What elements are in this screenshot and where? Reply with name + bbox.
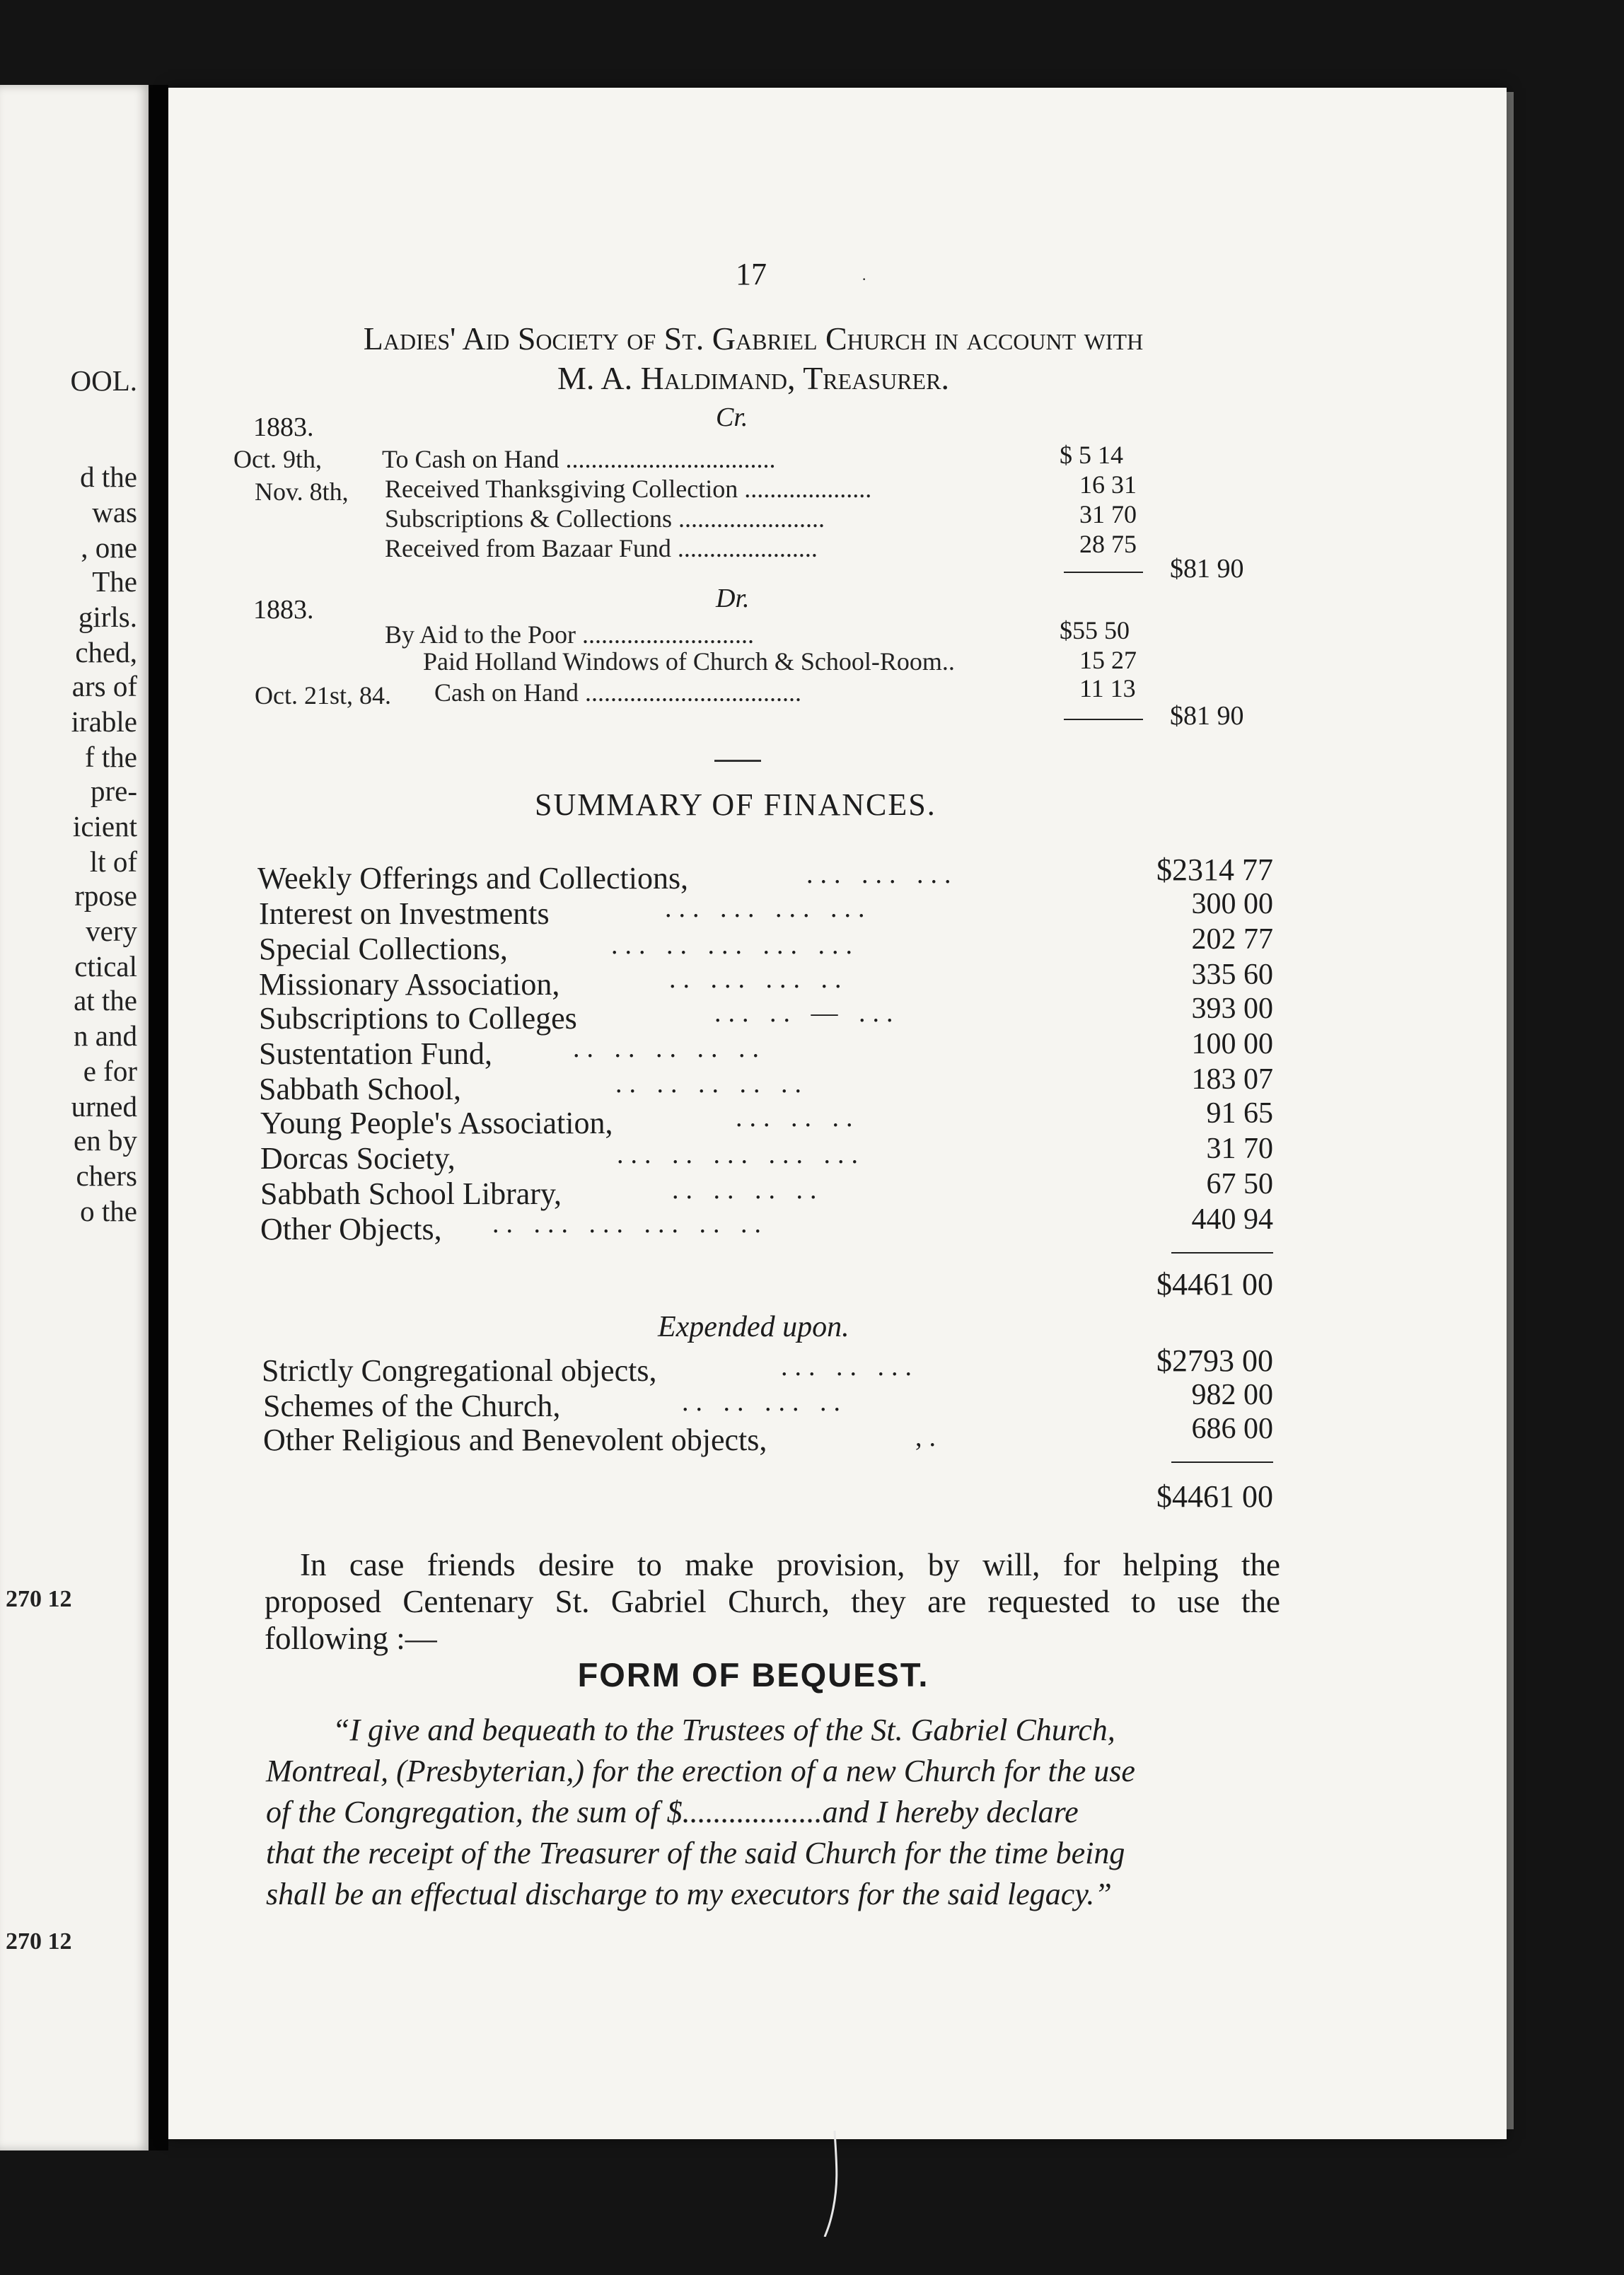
summary-item-amount: 300 00 bbox=[1191, 888, 1273, 920]
left-text-fragment: ars of bbox=[71, 670, 137, 702]
summary-item-amount: 202 77 bbox=[1191, 923, 1273, 956]
cr-total: $81 90 bbox=[1170, 554, 1244, 584]
summary-item-dots: ... .. .. bbox=[736, 1103, 860, 1133]
left-text-fragment: e for bbox=[83, 1055, 137, 1087]
summary-item-dots: ... ... ... bbox=[806, 859, 958, 889]
left-text-fragment: lt of bbox=[89, 845, 137, 878]
summary-item-dots: ... .. — ... bbox=[714, 998, 900, 1028]
bequest-intro-line: proposed Centenary St. Gabriel Church, they are requested to use the bbox=[265, 1584, 1280, 1619]
left-text-fragment: chers bbox=[76, 1159, 137, 1192]
summary-item-amount: 31 70 bbox=[1206, 1133, 1273, 1165]
expended-item-dots: .. .. ... .. bbox=[682, 1387, 847, 1417]
expended-item-label: Strictly Congregational objects, bbox=[262, 1353, 657, 1388]
credit-desc: Received from Bazaar Fund ...................... bbox=[385, 534, 818, 562]
left-text-fragment: urned bbox=[71, 1090, 137, 1123]
left-text-fragment: ctical bbox=[74, 950, 137, 983]
cr-year: 1883. bbox=[253, 412, 314, 442]
left-text-fragment: ched, bbox=[75, 636, 137, 668]
debit-amount: 15 27 bbox=[1079, 646, 1137, 674]
summary-item-dots: ... .. ... ... ... bbox=[617, 1140, 865, 1169]
bequest-intro-line: following :— bbox=[265, 1621, 437, 1656]
dr-total: $81 90 bbox=[1170, 701, 1244, 731]
summary-item-amount: 393 00 bbox=[1191, 992, 1273, 1025]
left-text-fragment: irable bbox=[71, 705, 137, 738]
summary-item-dots: ... ... ... ... bbox=[665, 893, 872, 923]
left-text-fragment: o the bbox=[80, 1195, 137, 1227]
summary-item-label: Weekly Offerings and Collections, bbox=[257, 861, 689, 896]
summary-item-label: Subscriptions to Colleges bbox=[259, 1001, 577, 1036]
account-treasurer: M. A. Haldimand, Treasurer. bbox=[557, 360, 949, 396]
left-text-fragment: pre- bbox=[90, 775, 137, 807]
expended-item-dots: ... .. ... bbox=[781, 1352, 919, 1382]
expended-item-dots: ,. bbox=[915, 1423, 943, 1452]
bequest-title: FORM OF BEQUEST. bbox=[577, 1656, 929, 1694]
credit-amount: 31 70 bbox=[1079, 500, 1137, 528]
bequest-line: shall be an effectual discharge to my executors for the said legacy.” bbox=[266, 1877, 1112, 1911]
summary-item-amount: 67 50 bbox=[1206, 1168, 1273, 1200]
cr-subtotal-rule bbox=[1064, 572, 1143, 573]
dr-year: 1883. bbox=[253, 595, 314, 625]
left-text-fragment: f the bbox=[85, 741, 137, 773]
credit-amount: 28 75 bbox=[1079, 530, 1137, 558]
cr-label: Cr. bbox=[716, 403, 748, 432]
dr-label: Dr. bbox=[716, 584, 750, 613]
credit-desc: To Cash on Hand ................................. bbox=[382, 445, 776, 473]
left-text-fragment: , one bbox=[81, 531, 137, 564]
expended-item-label: Schemes of the Church, bbox=[263, 1389, 561, 1423]
summary-item-amount: 100 00 bbox=[1191, 1028, 1273, 1060]
account-title: Ladies' Aid Society of St. Gabriel Church in account with bbox=[363, 320, 1144, 357]
page-number: 17 bbox=[736, 257, 767, 291]
summary-item-amount: $2314 77 bbox=[1156, 852, 1273, 887]
debit-amount: $55 50 bbox=[1060, 616, 1130, 644]
expended-item-amount: $2793 00 bbox=[1156, 1343, 1273, 1378]
debit-desc: By Aid to the Poor ........................... bbox=[385, 620, 755, 649]
left-page-number: 270 12 bbox=[6, 1586, 72, 1612]
credit-date: Nov. 8th, bbox=[255, 477, 349, 506]
summary-item-dots: .. .. .. .. bbox=[672, 1175, 824, 1205]
left-text-fragment: n and bbox=[74, 1019, 137, 1052]
summary-total-rule bbox=[1171, 1252, 1273, 1254]
left-text-fragment: en by bbox=[74, 1124, 137, 1157]
credit-amount: 16 31 bbox=[1079, 470, 1137, 499]
summary-item-dots: ... .. ... ... ... bbox=[611, 930, 859, 960]
summary-item-amount: 183 07 bbox=[1191, 1063, 1273, 1096]
credit-amount: $ 5 14 bbox=[1060, 441, 1123, 469]
print-mark: · bbox=[862, 270, 867, 288]
left-text-fragment: The bbox=[92, 565, 137, 598]
bequest-line: “I give and bequeath to the Trustees of the St. Gabriel Church, bbox=[332, 1713, 1115, 1747]
credit-date: Oct. 9th, bbox=[233, 445, 322, 473]
expended-total-rule bbox=[1171, 1461, 1273, 1463]
summary-item-amount: 335 60 bbox=[1191, 959, 1273, 991]
summary-item-label: Dorcas Society, bbox=[260, 1141, 456, 1176]
left-text-fragment: icient bbox=[72, 810, 137, 843]
summary-item-label: Interest on Investments bbox=[259, 896, 550, 931]
bequest-line: that the receipt of the Treasurer of the said Church for the time being bbox=[266, 1836, 1125, 1870]
section-divider bbox=[714, 760, 761, 762]
summary-item-label: Special Collections, bbox=[259, 932, 508, 966]
dr-subtotal-rule bbox=[1064, 719, 1143, 720]
summary-item-dots: .. ... ... ... .. .. bbox=[492, 1209, 768, 1239]
summary-item-dots: .. .. .. .. .. bbox=[573, 1034, 766, 1063]
summary-item-dots: .. ... ... .. bbox=[669, 964, 849, 994]
credit-desc: Subscriptions & Collections ....................... bbox=[385, 504, 825, 533]
summary-item-label: Other Objects, bbox=[260, 1212, 442, 1246]
summary-item-label: Missionary Association, bbox=[259, 967, 560, 1002]
left-page-number: 270 12 bbox=[6, 1928, 72, 1955]
left-text-fragment: very bbox=[86, 915, 137, 947]
summary-item-label: Sabbath School, bbox=[259, 1072, 461, 1106]
expended-item-label: Other Religious and Benevolent objects, bbox=[263, 1423, 767, 1457]
left-text-fragment: OOL. bbox=[70, 364, 137, 397]
debit-amount: 11 13 bbox=[1079, 674, 1136, 702]
debit-date: Oct. 21st, 84. bbox=[255, 681, 391, 710]
debit-desc: Cash on Hand .................................. bbox=[434, 678, 801, 707]
bequest-line: of the Congregation, the sum of $..................and I hereby declare bbox=[266, 1795, 1079, 1829]
expended-total: $4461 00 bbox=[1156, 1479, 1273, 1514]
summary-item-dots: .. .. .. .. .. bbox=[615, 1069, 808, 1099]
bequest-intro-line: In case friends desire to make provision, by will, for helping the bbox=[300, 1547, 1280, 1582]
summary-item-amount: 91 65 bbox=[1206, 1097, 1273, 1130]
summary-total: $4461 00 bbox=[1156, 1267, 1273, 1302]
bequest-line: Montreal, (Presbyterian,) for the erection of a new Church for the use bbox=[266, 1754, 1135, 1788]
thread-mark bbox=[820, 2131, 849, 2237]
credit-desc: Received Thanksgiving Collection .................... bbox=[385, 475, 872, 503]
left-text-fragment: girls. bbox=[78, 601, 137, 633]
debit-desc: Paid Holland Windows of Church & School-Room.. bbox=[423, 647, 955, 676]
summary-title: SUMMARY OF FINANCES. bbox=[535, 787, 936, 822]
left-text-fragment: at the bbox=[74, 984, 137, 1017]
expended-label: Expended upon. bbox=[658, 1311, 849, 1343]
summary-item-label: Young People's Association, bbox=[260, 1106, 613, 1140]
summary-item-label: Sustentation Fund, bbox=[259, 1036, 493, 1071]
summary-item-amount: 440 94 bbox=[1191, 1203, 1273, 1236]
expended-item-amount: 686 00 bbox=[1191, 1413, 1273, 1445]
left-text-fragment: d the bbox=[80, 461, 137, 493]
left-text-fragment: was bbox=[92, 496, 137, 528]
summary-item-label: Sabbath School Library, bbox=[260, 1176, 562, 1211]
expended-item-amount: 982 00 bbox=[1191, 1379, 1273, 1411]
left-text-fragment: rpose bbox=[74, 879, 137, 912]
